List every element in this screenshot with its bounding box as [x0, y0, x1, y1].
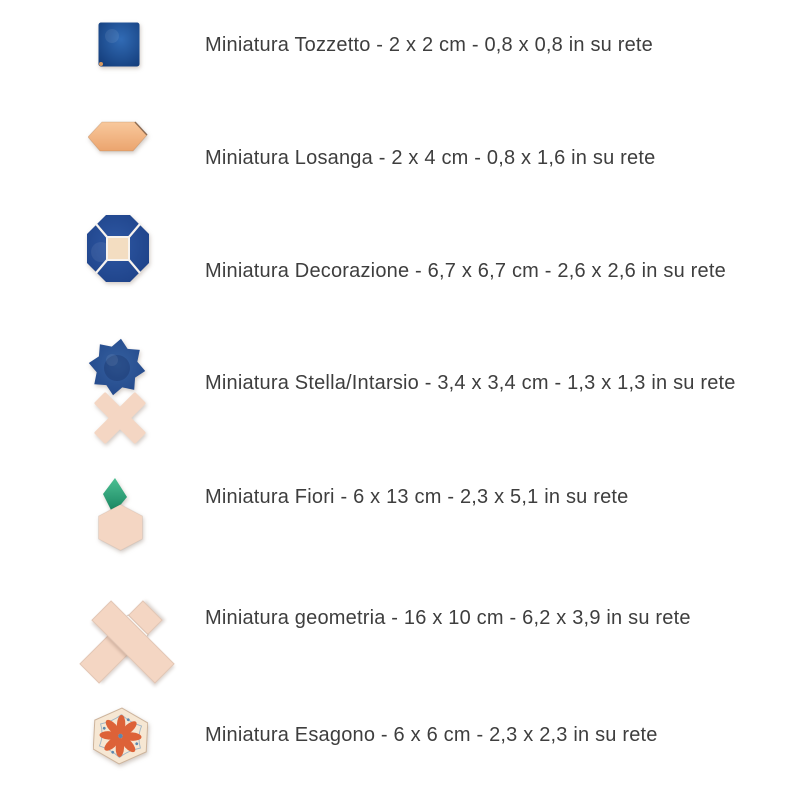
- tile-label-stella: Miniatura Stella/Intarsio - 3,4 x 3,4 cm - 1,3 x 1,3 in su rete: [205, 372, 736, 394]
- intarsio-cross-tile-icon: [92, 392, 148, 444]
- tile-label-fiori: Miniatura Fiori - 6 x 13 cm - 2,3 x 5,1 in su rete: [205, 486, 629, 508]
- tile-label-decorazione: Miniatura Decorazione - 6,7 x 6,7 cm - 2,6 x 2,6 in su rete: [205, 260, 726, 282]
- tile-label-tozzetto: Miniatura Tozzetto - 2 x 2 cm - 0,8 x 0,8 in su rete: [205, 34, 653, 56]
- tile-label-geometria: Miniatura geometria - 16 x 10 cm - 6,2 x 3,9 in su rete: [205, 607, 691, 629]
- esagono-tile-icon: [93, 707, 148, 765]
- fiori-hexagon-icon: [98, 504, 143, 551]
- geometria-chevron-icon: [76, 596, 176, 688]
- tile-label-esagono: Miniatura Esagono - 6 x 6 cm - 2,3 x 2,3 in su rete: [205, 724, 658, 746]
- tozzetto-tile-icon: [98, 22, 140, 67]
- decorazione-tile-icon: [86, 214, 150, 283]
- losanga-tile-icon: [88, 121, 148, 152]
- stella-tile-icon: [88, 338, 146, 396]
- tile-label-losanga: Miniatura Losanga - 2 x 4 cm - 0,8 x 1,6 in su rete: [205, 147, 656, 169]
